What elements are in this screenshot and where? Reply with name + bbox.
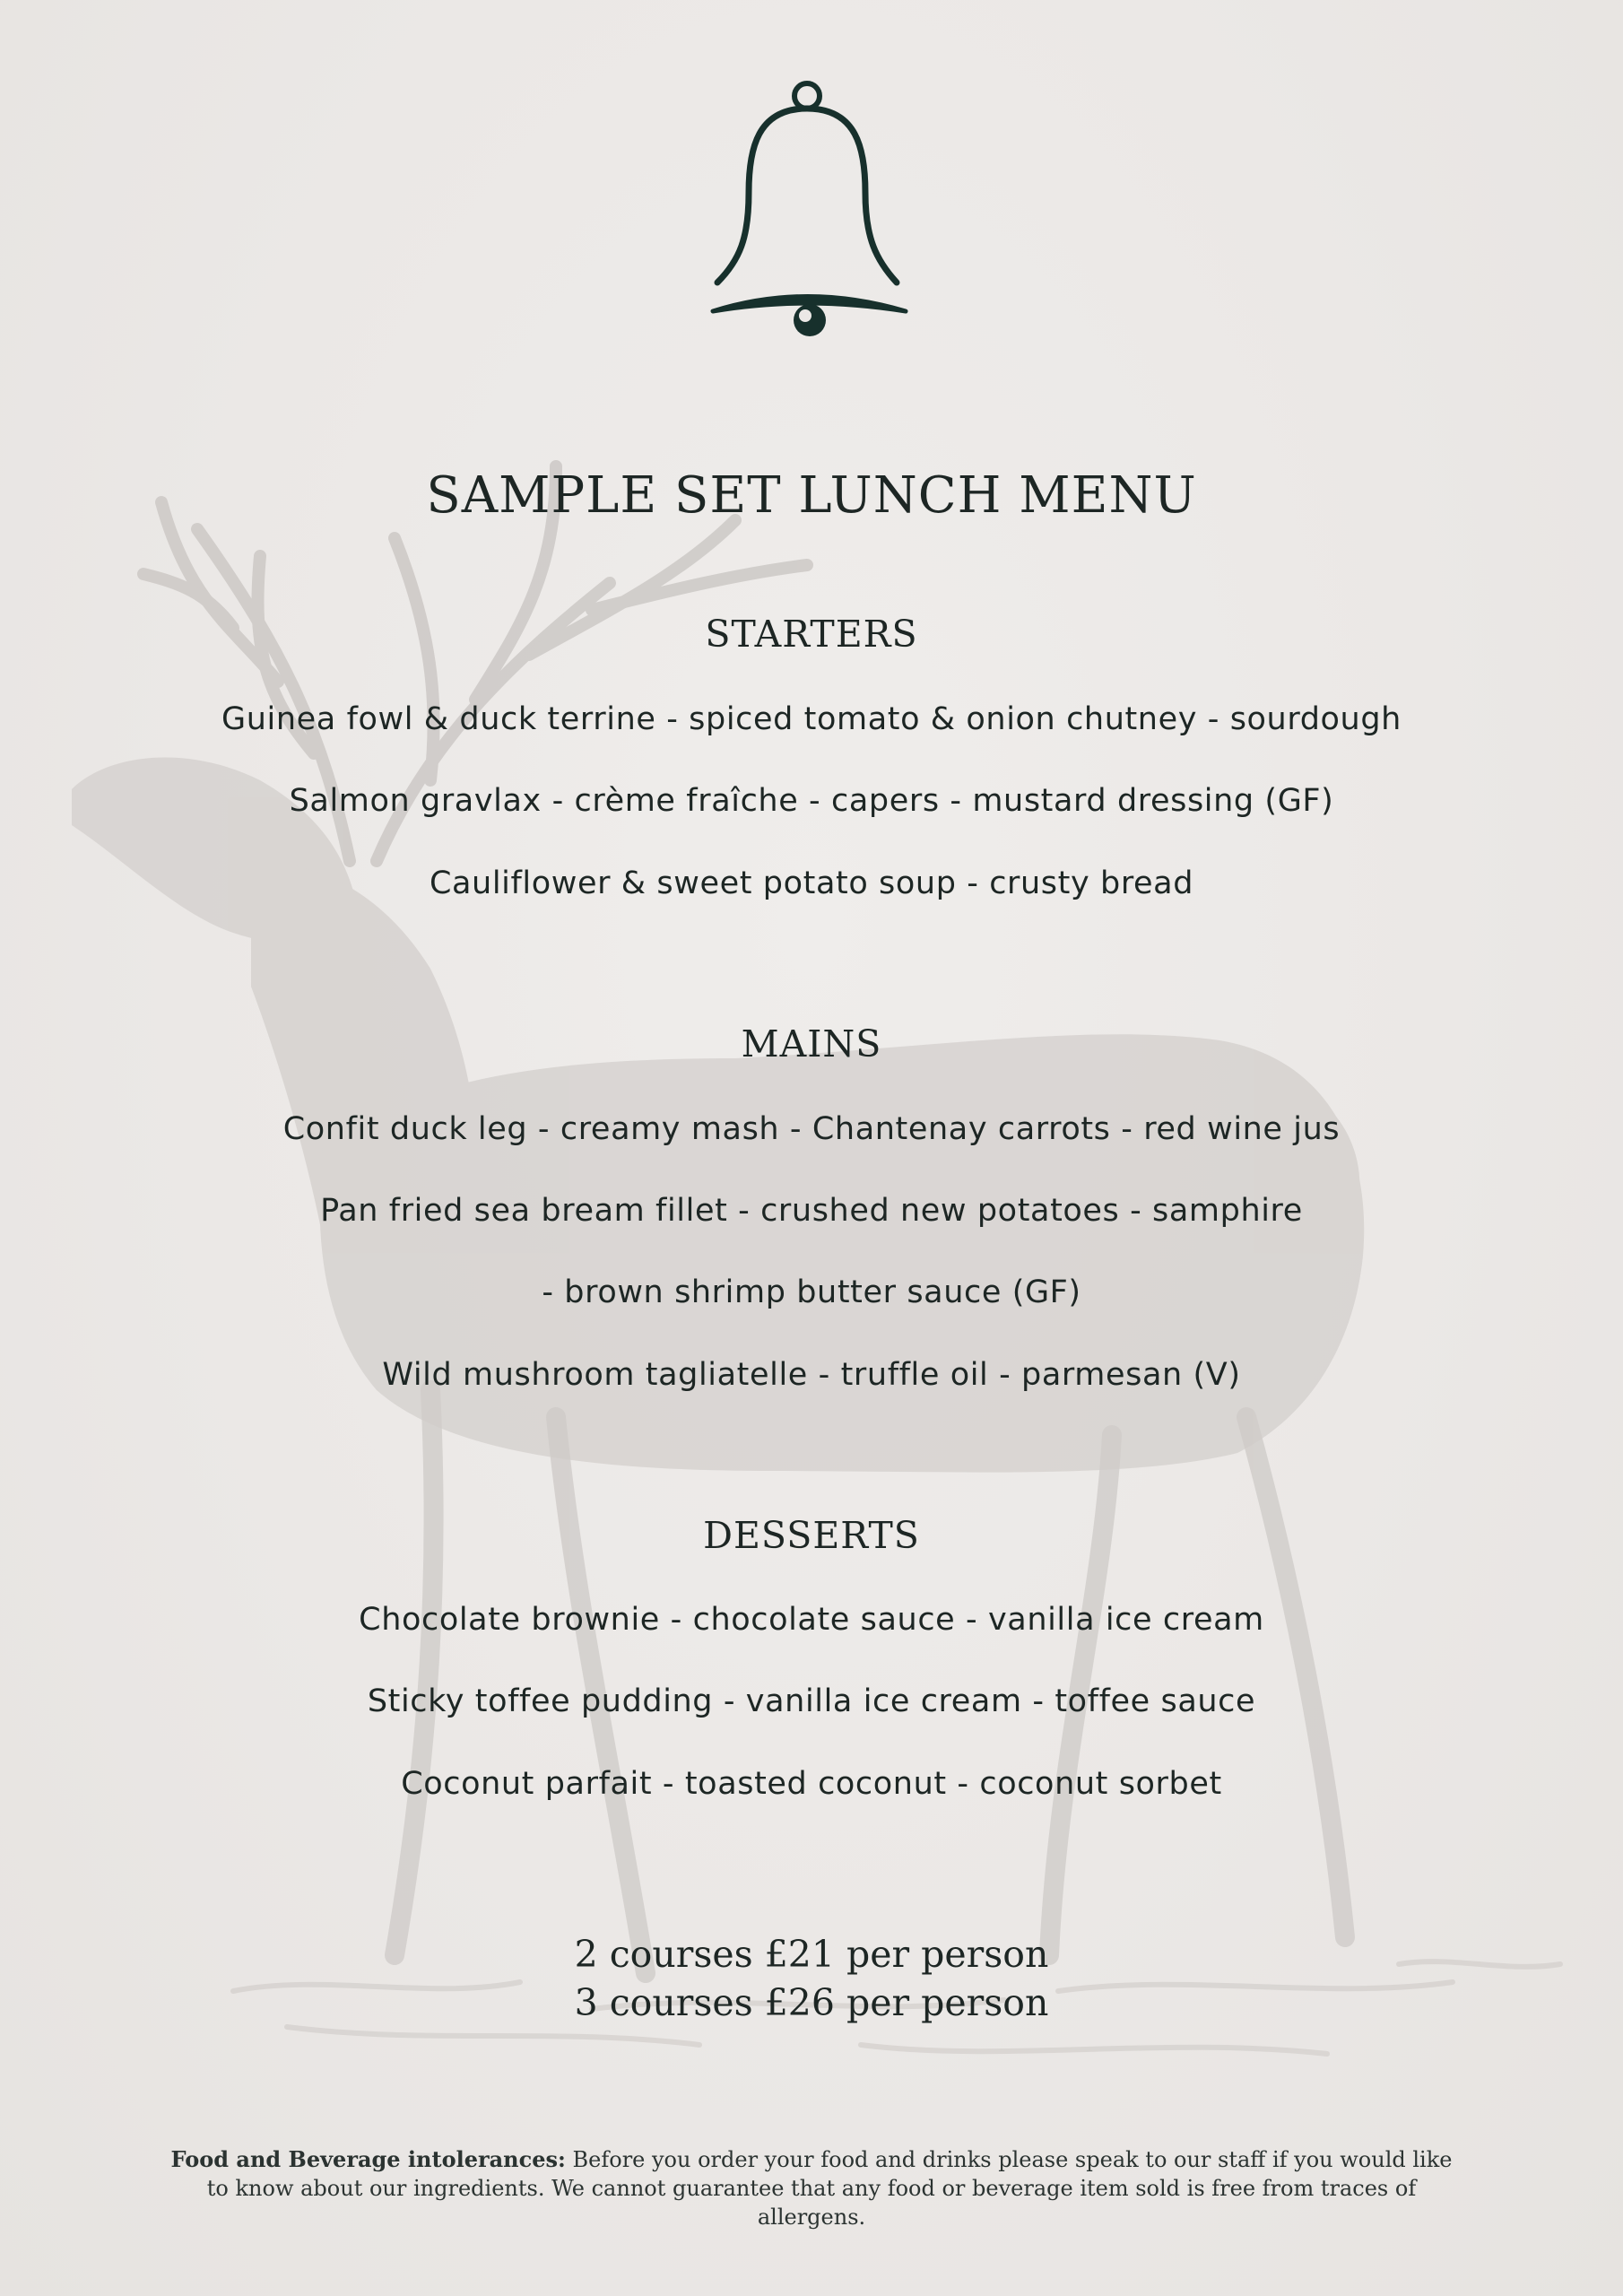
menu-item: - brown shrimp butter sauce (GF): [542, 1274, 1081, 1310]
menu-item: Pan fried sea bream fillet - crushed new potatoes - samphire: [320, 1193, 1303, 1229]
menu-item: Confit duck leg - creamy mash - Chantenay carrots - red wine jus: [282, 1111, 1341, 1147]
menu-title: SAMPLE SET LUNCH MENU: [426, 466, 1197, 525]
price-three-courses: 3 courses £26 per person: [574, 1981, 1049, 2024]
menu-item: Guinea fowl & duck terrine - spiced tomato & onion chutney - sourdough: [221, 701, 1402, 737]
mains-heading: MAINS: [741, 1022, 882, 1065]
menu-item: Sticky toffee pudding - vanilla ice cream - toffee sauce: [367, 1683, 1256, 1719]
menu-item: Cauliflower & sweet potato soup - crusty bread: [429, 865, 1194, 901]
desserts-heading: DESSERTS: [703, 1514, 920, 1557]
bell-icon: [704, 76, 919, 345]
menu-item: Wild mushroom tagliatelle - truffle oil - parmesan (V): [382, 1357, 1241, 1393]
menu-item: Salmon gravlax - crème fraîche - capers - mustard dressing (GF): [289, 783, 1334, 819]
price-two-courses: 2 courses £21 per person: [574, 1933, 1049, 1976]
starters-heading: STARTERS: [705, 613, 918, 656]
allergen-notice-label: Food and Beverage intolerances:: [170, 2146, 566, 2172]
menu-item: Chocolate brownie - chocolate sauce - vanilla ice cream: [359, 1602, 1264, 1638]
allergen-notice: [161, 2145, 1462, 2231]
menu-item: Coconut parfait - toasted coconut - coconut sorbet: [401, 1766, 1222, 1802]
allergen-notice-text: Before you order your food and drinks please speak to our staff if you would like to know about our ingredients. We cannot guarantee that any food or beverage item sold is free from traces of allergens.: [206, 2147, 1453, 2230]
